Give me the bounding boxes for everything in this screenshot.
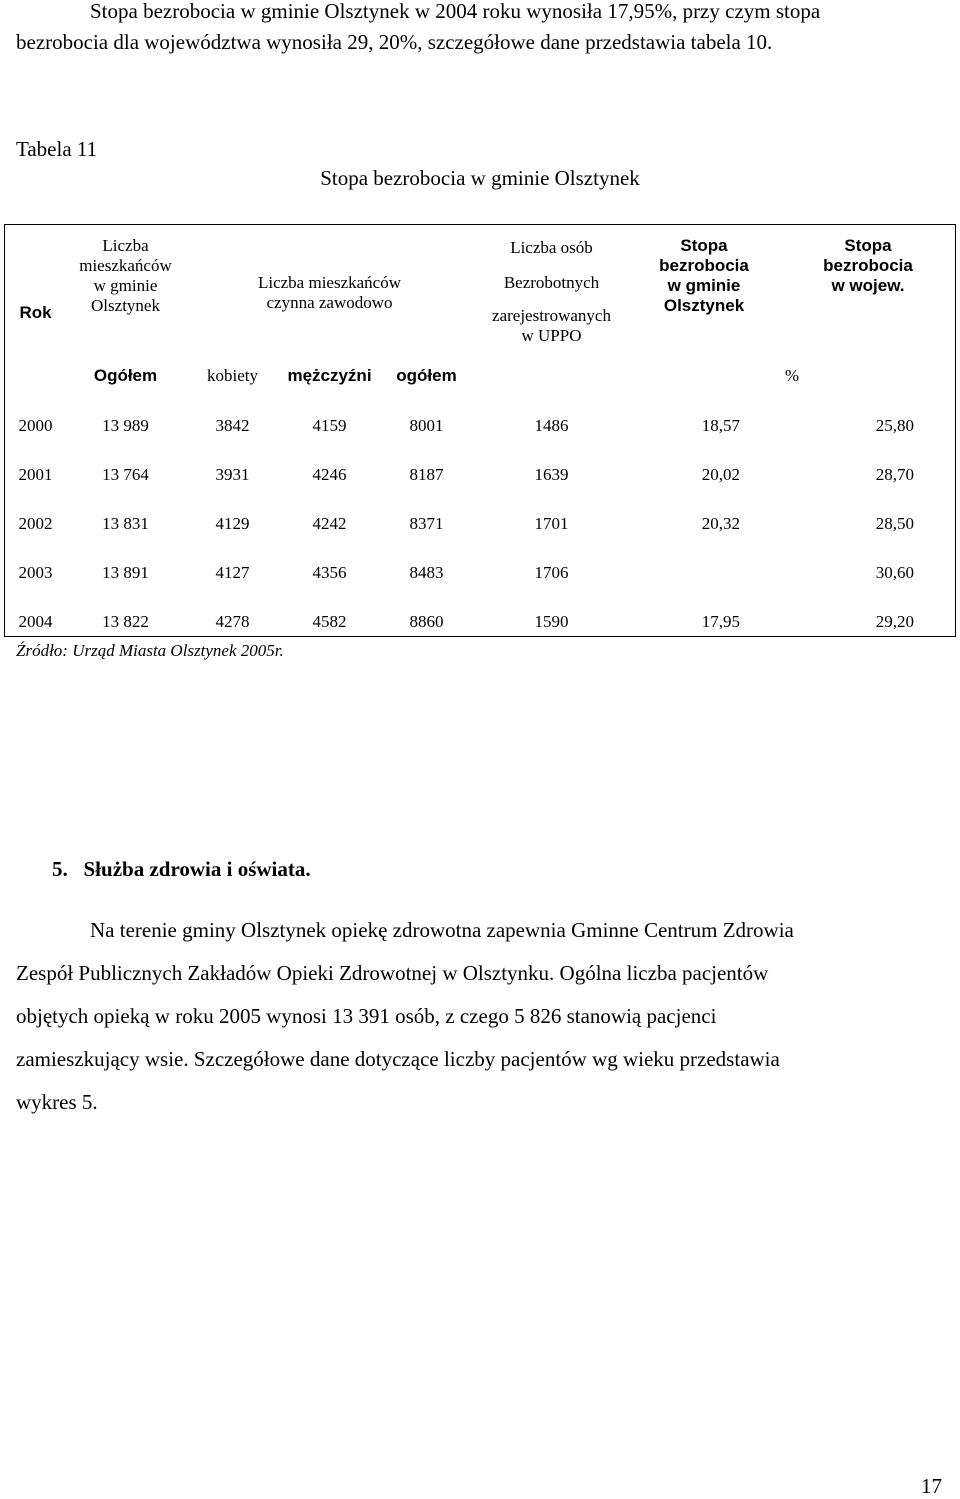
cell-ogolem: 8371: [409, 513, 444, 533]
cell-bezrob: 1486: [534, 415, 569, 435]
body-line-1: Na terenie gminy Olsztynek opiekę zdrowotna zapewnia Gminne Centrum Zdrowia: [90, 918, 794, 942]
header-sw-line2: bezrobocia: [823, 256, 913, 275]
cell-rok: 2003: [18, 562, 53, 582]
body-line-3: objętych opieką w roku 2005 wynosi 13 391 osób, z czego 5 826 stanowią pacjenci: [16, 1004, 717, 1028]
cell-rok: 2002: [18, 513, 53, 533]
cell-rok: 2001: [18, 464, 53, 484]
header-sg-line1: Stopa: [680, 236, 728, 255]
header-sw-line3: w wojew.: [831, 276, 905, 295]
table-borders: [0, 0, 960, 700]
cell-mieszk: 13 891: [102, 562, 149, 582]
header-bz-line1: Liczba osób: [510, 238, 593, 257]
intro-line-2: bezrobocia dla województwa wynosiła 29, 20%, szczegółowe dane przedstawia tabela 10.: [16, 30, 773, 54]
header-bz-line4: w UPPO: [521, 326, 582, 345]
cell-mezczyzni: 4242: [312, 513, 347, 533]
body-paragraph: [16, 909, 944, 1124]
cell-rok: 2000: [18, 415, 53, 435]
body-line-2: Zespół Publicznych Zakładów Opieki Zdrowotnej w Olsztynku. Ogólna liczba pacjentów: [16, 961, 769, 985]
cell-rok: 2004: [18, 611, 53, 631]
cell-kobiety: 4278: [215, 611, 250, 631]
cell-mezczyzni: 4356: [312, 562, 347, 582]
cell-bezrob: 1590: [534, 611, 569, 631]
cell-mieszk: 13 831: [102, 513, 149, 533]
cell-kobiety: 4127: [215, 562, 250, 582]
table-caption: Tabela 11: [16, 137, 98, 161]
intro-line-1: Stopa bezrobocia w gminie Olsztynek w 2004 roku wynosiła 17,95%, przy czym stopa: [90, 0, 821, 23]
source-note: Źródło: Urząd Miasta Olsztynek 2005r.: [16, 641, 284, 660]
header-lm-line2: mieszkańców: [79, 256, 172, 275]
cell-stopa-gm: 18,57: [701, 415, 740, 435]
cell-stopa-gm: 20,32: [701, 513, 740, 533]
header-sg-line3: w gminie: [667, 276, 741, 295]
table-title: Stopa bezrobocia w gminie Olsztynek: [320, 166, 640, 190]
header-lm-line4: Olsztynek: [91, 296, 160, 315]
cell-bezrob: 1701: [534, 513, 569, 533]
header-cz-line2: czynna zawodowo: [266, 293, 393, 312]
cell-ogolem: 8483: [409, 562, 444, 582]
cell-ogolem: 8187: [409, 464, 444, 484]
subheader-mezczyzni: mężczyźni: [287, 366, 372, 385]
header-lm-line3: w gminie: [93, 276, 158, 295]
header-sg-line2: bezrobocia: [659, 256, 749, 275]
cell-mezczyzni: 4246: [312, 464, 347, 484]
subheader-ogolem: Ogółem: [93, 366, 158, 385]
cell-stopa-woj: 30,60: [875, 562, 914, 582]
cell-stopa-woj: 29,20: [875, 611, 914, 631]
cell-ogolem: 8860: [409, 611, 444, 631]
cell-stopa-woj: 28,50: [875, 513, 914, 533]
cell-stopa-woj: 28,70: [875, 464, 914, 484]
cell-mieszk: 13 764: [102, 464, 149, 484]
cell-ogolem: 8001: [409, 415, 444, 435]
header-bz-line3: zarejestrowanych: [492, 306, 611, 325]
subheader-percent: %: [784, 366, 800, 385]
cell-mezczyzni: 4159: [312, 415, 347, 435]
cell-stopa-woj: 25,80: [875, 415, 914, 435]
cell-mieszk: 13 822: [102, 611, 149, 631]
cell-kobiety: 4129: [215, 513, 250, 533]
header-cz-line1: Liczba mieszkańców: [257, 273, 401, 292]
header-bz-line2: Bezrobotnych: [503, 273, 600, 292]
section-heading: 5. Służba zdrowia i oświata.: [52, 857, 311, 881]
cell-kobiety: 3842: [215, 415, 250, 435]
subheader-kobiety: kobiety: [207, 366, 258, 385]
header-sg-line4: Olsztynek: [663, 296, 745, 315]
cell-stopa-gm: 20,02: [701, 464, 740, 484]
header-sw-line1: Stopa: [844, 236, 892, 255]
cell-mieszk: 13 989: [102, 415, 149, 435]
subheader-ogolem2: ogółem: [396, 366, 457, 385]
cell-kobiety: 3931: [215, 464, 250, 484]
cell-mezczyzni: 4582: [312, 611, 347, 631]
header-lm-line1: Liczba: [102, 236, 149, 255]
page-number: 17: [921, 1474, 942, 1498]
body-line-5: wykres 5.: [16, 1090, 98, 1114]
cell-bezrob: 1706: [534, 562, 569, 582]
header-rok: Rok: [19, 302, 52, 322]
body-line-4: zamieszkujący wsie. Szczegółowe dane dotyczące liczby pacjentów wg wieku przedstawia: [16, 1047, 780, 1071]
cell-bezrob: 1639: [534, 464, 569, 484]
cell-stopa-gm: 17,95: [701, 611, 740, 631]
